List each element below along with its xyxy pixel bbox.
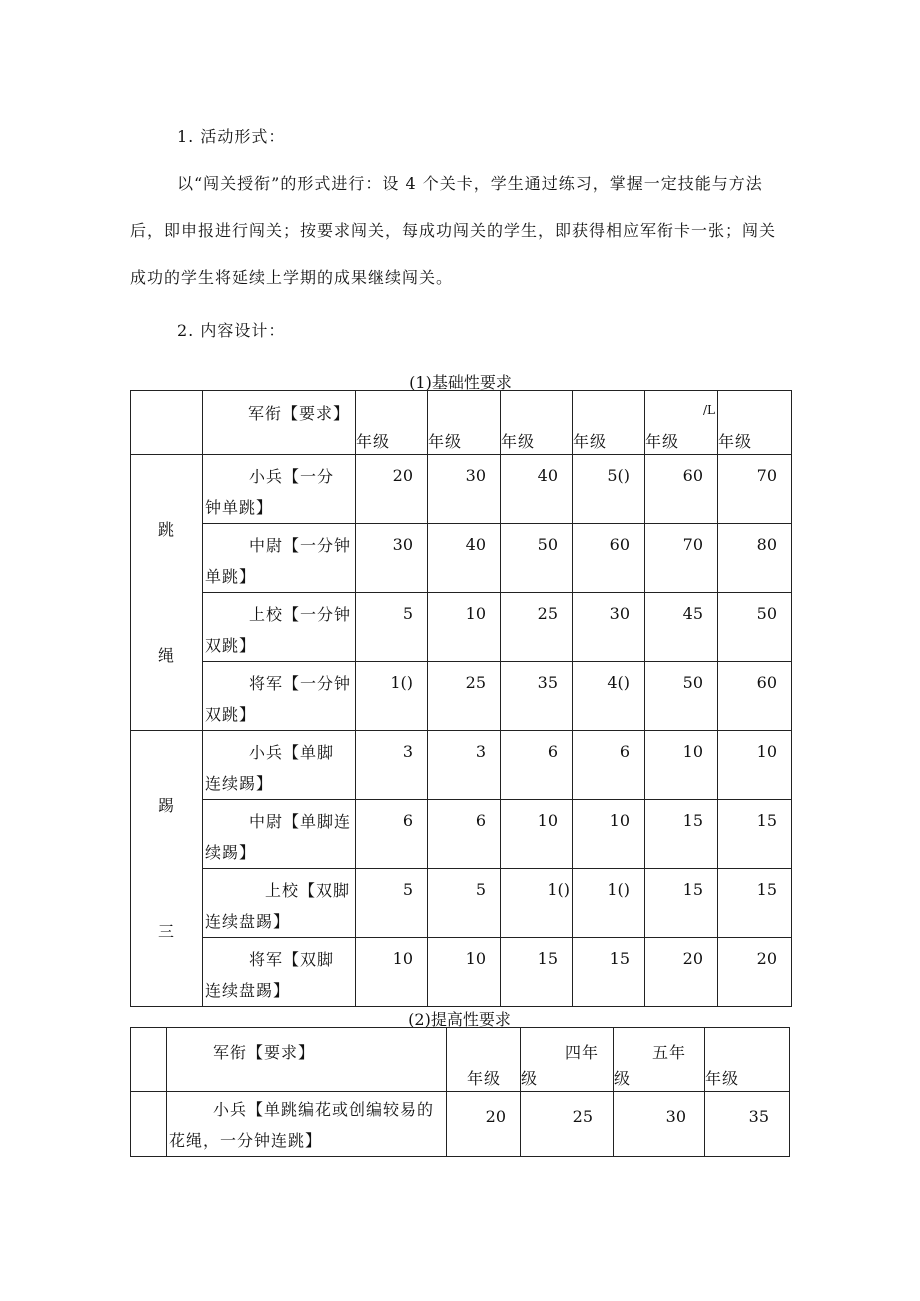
table-row (131, 1092, 790, 1157)
grade-header (447, 1028, 521, 1092)
value: 3 (402, 742, 413, 761)
grade-label: 级 (521, 1069, 539, 1088)
requirement-text: 上校【双脚 (265, 881, 351, 900)
value: 10 (537, 811, 558, 830)
value: 15 (537, 949, 558, 968)
value-cell (645, 800, 718, 869)
paragraph-line: 后，即申报进行闯关；按要求闯关，每成功闯关的学生，即获得相应军衔卡一张；闯关 (130, 221, 777, 240)
requirement-text: 中尉【一分钟 (249, 536, 352, 555)
value-cell (428, 593, 501, 662)
section-1-heading: 1. 活动形式： (177, 127, 286, 146)
table-header-row (131, 1028, 790, 1092)
requirement-cell (203, 593, 356, 662)
value-cell (573, 869, 645, 938)
value-cell (705, 1092, 790, 1157)
value-cell (356, 938, 428, 1007)
value: 30 (665, 1107, 686, 1126)
table-row (131, 800, 792, 869)
table-row (131, 593, 792, 662)
requirement-text: 小兵【一分 (249, 467, 335, 486)
grade-label: 年级 (705, 1069, 740, 1088)
value-cell (356, 869, 428, 938)
value-cell (501, 800, 573, 869)
value: 1() (547, 880, 570, 899)
value: 15 (756, 880, 777, 899)
value: 5() (607, 466, 630, 485)
grade-header (356, 391, 428, 455)
value-cell (645, 938, 718, 1007)
value-cell (356, 593, 428, 662)
header-req-label: 军衔【要求】 (248, 404, 351, 423)
requirement-cell (203, 731, 356, 800)
group-jump-rope (131, 455, 203, 731)
value: 25 (465, 673, 486, 692)
value-cell (718, 524, 792, 593)
requirement-text: 上校【一分钟 (249, 605, 352, 624)
value-cell (356, 662, 428, 731)
value: 60 (682, 466, 703, 485)
value: 20 (756, 949, 777, 968)
value-cell (718, 869, 792, 938)
value: 10 (609, 811, 630, 830)
value-cell (501, 869, 573, 938)
table-header-row (131, 391, 792, 455)
table-row (131, 869, 792, 938)
header-req-label: 军衔【要求】 (213, 1043, 316, 1062)
grade-label: 年级 (356, 432, 391, 451)
table-2-caption: (2)提高性要求 (408, 1010, 511, 1029)
basic-requirements-table (130, 390, 792, 1007)
paragraph-line: 以“闯关授衔”的形式进行：设 4 个关卡，学生通过练习，掌握一定技能与方法 (177, 174, 763, 193)
requirement-text: 单跳】 (205, 567, 257, 586)
value: 30 (392, 535, 413, 554)
grade-header (573, 391, 645, 455)
requirement-text: 双跳】 (205, 705, 257, 724)
requirement-cell (167, 1092, 447, 1157)
value-cell (573, 455, 645, 524)
value-cell (645, 524, 718, 593)
value: 6 (619, 742, 630, 761)
value: 1() (390, 673, 413, 692)
value: 80 (756, 535, 777, 554)
grade-header (718, 391, 792, 455)
value: 1() (607, 880, 630, 899)
value: 50 (537, 535, 558, 554)
value: 10 (756, 742, 777, 761)
value: 15 (609, 949, 630, 968)
grade-header (501, 391, 573, 455)
requirement-cell (203, 524, 356, 593)
value: 45 (682, 604, 703, 623)
header-req-cell (167, 1028, 447, 1092)
value-cell (501, 662, 573, 731)
value: 60 (756, 673, 777, 692)
group-shuttlecock (131, 731, 203, 1007)
group-label: 踢 三 (157, 796, 175, 941)
corner-cell (131, 1028, 167, 1092)
grade-label: 年级 (645, 432, 680, 451)
value: 35 (537, 673, 558, 692)
section-2-heading: 2. 内容设计： (177, 321, 286, 340)
grade-header (521, 1028, 614, 1092)
value-cell (718, 455, 792, 524)
value: 50 (682, 673, 703, 692)
value: 10 (392, 949, 413, 968)
grade-header (428, 391, 501, 455)
value: 20 (682, 949, 703, 968)
value: 5 (475, 880, 486, 899)
requirement-cell (203, 869, 356, 938)
value-cell (428, 800, 501, 869)
paragraph-line: 成功的学生将延续上学期的成果继续闯关。 (130, 268, 454, 287)
value-cell (614, 1092, 705, 1157)
value-cell (501, 524, 573, 593)
advanced-requirements-table (130, 1027, 790, 1157)
value: 10 (465, 604, 486, 623)
requirement-text: 中尉【单脚连 (249, 812, 352, 831)
value: 15 (682, 811, 703, 830)
value: 50 (756, 604, 777, 623)
value: 20 (392, 466, 413, 485)
value: 6 (475, 811, 486, 830)
grade-label-top: 五年 (651, 1043, 686, 1062)
value: 6 (547, 742, 558, 761)
grade-label: 年级 (718, 432, 753, 451)
requirement-text: 将军【一分钟 (249, 674, 352, 693)
table-row (131, 662, 792, 731)
requirement-text: 续踢】 (205, 843, 257, 862)
value-cell (501, 593, 573, 662)
value: 10 (682, 742, 703, 761)
table-row (131, 455, 792, 524)
value: 30 (465, 466, 486, 485)
value-cell (356, 455, 428, 524)
requirement-cell (203, 938, 356, 1007)
value: 20 (485, 1107, 506, 1126)
value-cell (573, 524, 645, 593)
grade-label: 年级 (573, 432, 608, 451)
value-cell (645, 731, 718, 800)
value-cell (573, 731, 645, 800)
value-cell (718, 938, 792, 1007)
requirement-text: 小兵【单跳编花或创编较易的 (213, 1100, 435, 1119)
value: 25 (572, 1107, 593, 1126)
grade-label: 级 (614, 1069, 632, 1088)
table-row (131, 524, 792, 593)
grade-label: 年级 (501, 432, 536, 451)
requirement-cell (203, 662, 356, 731)
value-cell (718, 731, 792, 800)
value-cell (645, 662, 718, 731)
requirement-text: 钟单跳】 (205, 498, 274, 517)
value: 60 (609, 535, 630, 554)
table-1-caption: (1)基础性要求 (409, 373, 512, 392)
requirement-text: 双跳】 (205, 636, 257, 655)
value-cell (718, 800, 792, 869)
group-label: 跳 绳 (157, 520, 175, 665)
header-req-cell (203, 391, 356, 455)
scan-mark: /L (702, 403, 715, 417)
value-cell (573, 593, 645, 662)
value: 3 (475, 742, 486, 761)
value: 25 (537, 604, 558, 623)
value-cell (645, 593, 718, 662)
value: 5 (402, 880, 413, 899)
value-cell (573, 800, 645, 869)
value-cell (428, 938, 501, 1007)
value: 15 (756, 811, 777, 830)
grade-header (705, 1028, 790, 1092)
value-cell (573, 938, 645, 1007)
value: 5 (402, 604, 413, 623)
value-cell (356, 731, 428, 800)
value-cell (501, 731, 573, 800)
value-cell (428, 662, 501, 731)
grade-header (645, 391, 718, 455)
value-cell (501, 938, 573, 1007)
value-cell (718, 593, 792, 662)
requirement-text: 小兵【单脚 (249, 743, 335, 762)
corner-cell (131, 391, 203, 455)
value: 40 (465, 535, 486, 554)
requirement-text: 将军【双脚 (249, 950, 335, 969)
value: 40 (537, 466, 558, 485)
requirement-text: 花绳，一分钟连跳】 (169, 1131, 323, 1150)
value-cell (428, 869, 501, 938)
value: 10 (465, 949, 486, 968)
value: 4() (607, 673, 630, 692)
value-cell (447, 1092, 521, 1157)
value-cell (428, 524, 501, 593)
requirement-text: 连续盘踢】 (205, 981, 291, 1000)
section-1-paragraph (130, 160, 790, 301)
value-cell (501, 455, 573, 524)
corner-cell (131, 1092, 167, 1157)
table-row (131, 938, 792, 1007)
requirement-cell (203, 455, 356, 524)
value: 6 (402, 811, 413, 830)
requirement-cell (203, 800, 356, 869)
value-cell (573, 662, 645, 731)
value-cell (428, 731, 501, 800)
value-cell (521, 1092, 614, 1157)
value-cell (645, 869, 718, 938)
grade-header (614, 1028, 705, 1092)
value-cell (356, 524, 428, 593)
requirement-text: 连续踢】 (205, 774, 274, 793)
grade-label-top: 四年 (564, 1043, 599, 1062)
value-cell (356, 800, 428, 869)
requirement-text: 连续盘踢】 (205, 912, 291, 931)
value: 70 (682, 535, 703, 554)
value-cell (645, 455, 718, 524)
value: 15 (682, 880, 703, 899)
value-cell (428, 455, 501, 524)
grade-label: 年级 (467, 1069, 502, 1088)
value-cell (718, 662, 792, 731)
value: 70 (756, 466, 777, 485)
grade-label: 年级 (428, 432, 463, 451)
value: 30 (609, 604, 630, 623)
table-row (131, 731, 792, 800)
value: 35 (748, 1107, 769, 1126)
